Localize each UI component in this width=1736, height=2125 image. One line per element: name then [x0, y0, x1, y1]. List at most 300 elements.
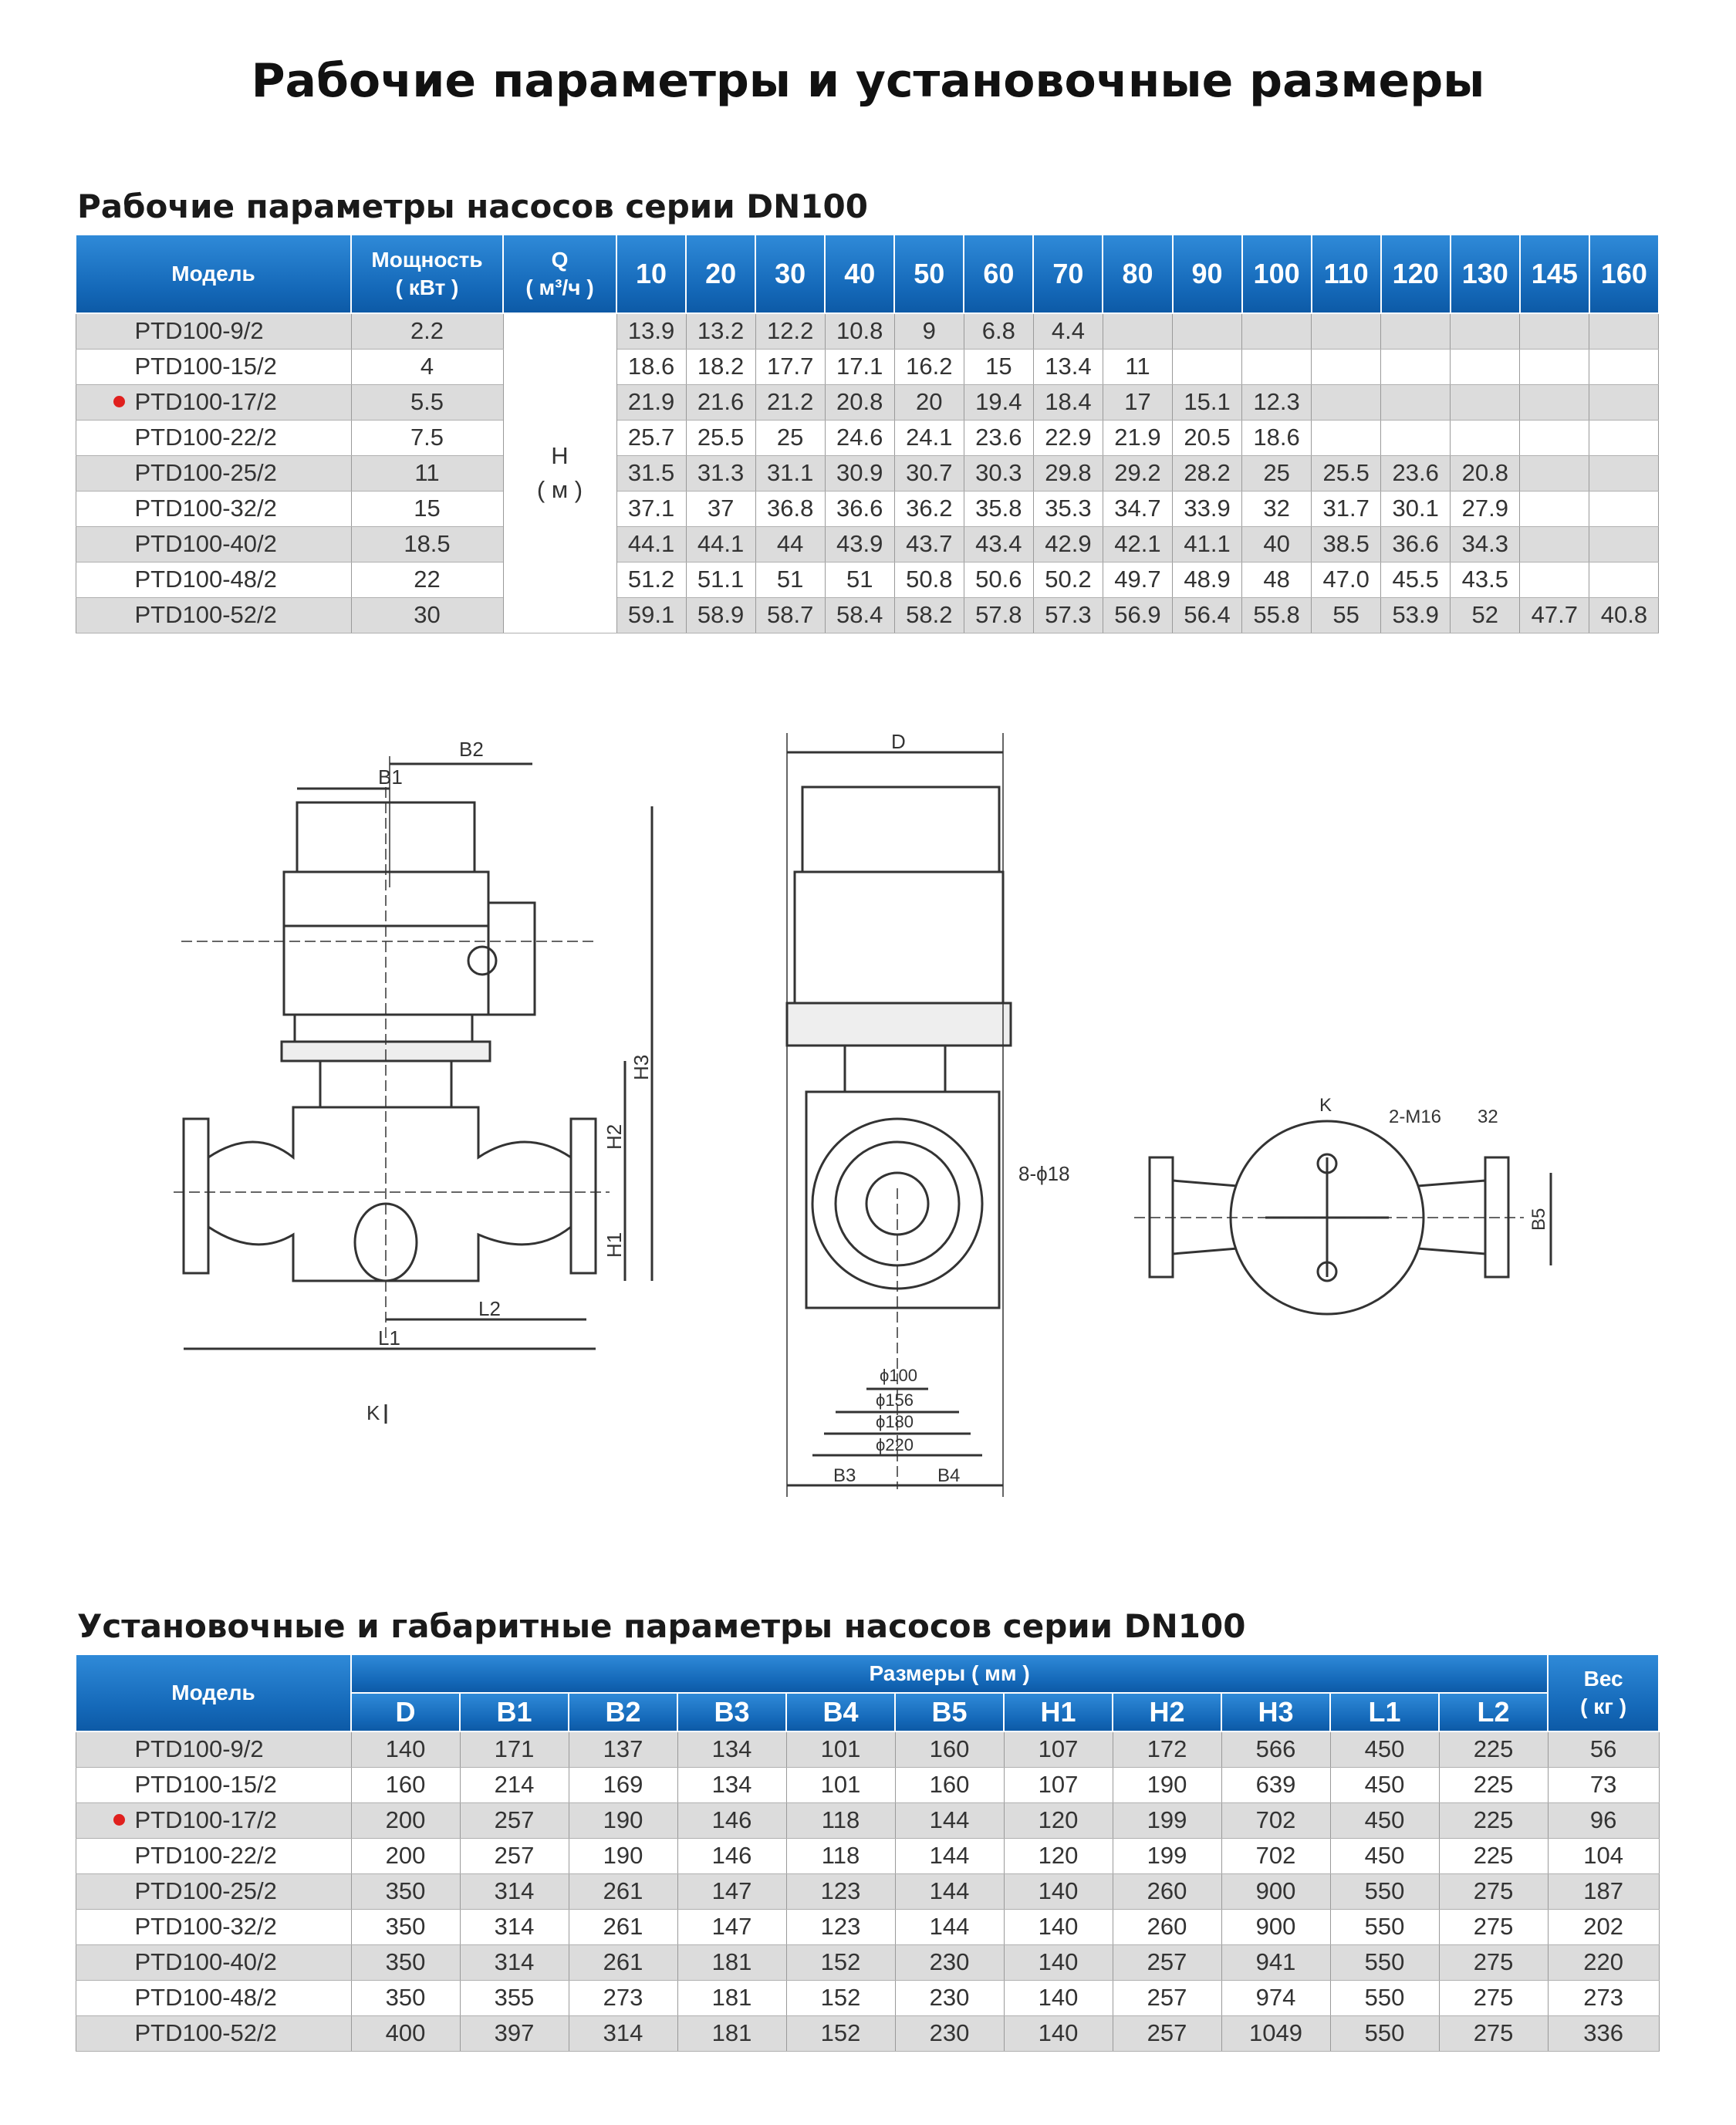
q-header-12: 130 — [1451, 235, 1520, 313]
dimension-cell: 190 — [569, 1802, 677, 1838]
dimension-cell: 261 — [569, 1944, 677, 1980]
dimension-cell: 199 — [1113, 1838, 1221, 1873]
dimension-cell: 120 — [1004, 1838, 1113, 1873]
head-value-cell: 41.1 — [1173, 526, 1242, 562]
model-name: PTD100-22/2 — [134, 424, 277, 451]
head-value-cell: 50.2 — [1033, 562, 1103, 597]
dimension-cell: 974 — [1221, 1980, 1330, 2015]
dimension-cell: 275 — [1439, 1909, 1548, 1944]
dimension-cell: 181 — [677, 2015, 786, 2051]
dimension-cell: 550 — [1330, 1980, 1439, 2015]
dimension-cell: 275 — [1439, 1944, 1548, 1980]
head-value-cell: 51 — [825, 562, 894, 597]
head-value-cell — [1103, 313, 1172, 349]
head-value-cell — [1520, 491, 1589, 526]
dimension-cell: 140 — [351, 1731, 460, 1767]
head-value-cell: 37.1 — [616, 491, 686, 526]
b5-label: B5 — [1528, 1208, 1549, 1231]
power-cell: 18.5 — [351, 526, 503, 562]
dimension-cell: 152 — [786, 1944, 895, 1980]
dimension-cell: 260 — [1113, 1909, 1221, 1944]
dimension-cell: 350 — [351, 1873, 460, 1909]
table-row — [76, 455, 1659, 491]
dimension-cell: 118 — [786, 1838, 895, 1873]
model-cell — [76, 562, 351, 597]
dimension-cell: 257 — [460, 1838, 569, 1873]
phi100-label: ϕ100 — [880, 1366, 918, 1385]
dimensions-table-title: Установочные и габаритные параметры насосов серии DN100 — [77, 1607, 1246, 1645]
head-value-cell: 57.8 — [964, 597, 1033, 633]
h3-label: H3 — [630, 1054, 653, 1080]
dimension-cell: 230 — [895, 1944, 1004, 1980]
dimension-cell: 257 — [1113, 2015, 1221, 2051]
head-value-cell: 17.1 — [825, 349, 894, 384]
model-cell — [76, 597, 351, 633]
head-value-cell: 42.9 — [1033, 526, 1103, 562]
dimension-cell: 450 — [1330, 1802, 1439, 1838]
dimension-cell: 355 — [460, 1980, 569, 2015]
table-row — [76, 1767, 1659, 1802]
head-value-cell: 23.6 — [1381, 455, 1451, 491]
dimension-cell: 146 — [677, 1802, 786, 1838]
head-value-cell: 23.6 — [964, 420, 1033, 455]
head-value-cell: 20.8 — [1451, 455, 1520, 491]
head-value-cell: 27.9 — [1451, 491, 1520, 526]
head-value-cell: 4.4 — [1033, 313, 1103, 349]
head-value-cell: 9 — [894, 313, 964, 349]
dimension-cell: 225 — [1439, 1731, 1548, 1767]
pump-drawings — [0, 725, 1736, 1543]
head-value-cell — [1312, 313, 1381, 349]
dimension-cell: 702 — [1221, 1838, 1330, 1873]
head-value-cell — [1312, 349, 1381, 384]
head-value-cell — [1589, 455, 1659, 491]
dimension-cell: 140 — [1004, 1980, 1113, 2015]
q-header-10: 110 — [1312, 235, 1381, 313]
head-value-cell: 52 — [1451, 597, 1520, 633]
q-header-6: 70 — [1033, 235, 1103, 313]
head-value-cell — [1451, 349, 1520, 384]
head-value-cell: 15.1 — [1173, 384, 1242, 420]
table-row — [76, 597, 1659, 633]
dimension-cell: 314 — [460, 1873, 569, 1909]
head-value-cell: 44.1 — [686, 526, 755, 562]
head-value-cell: 48.9 — [1173, 562, 1242, 597]
power-cell: 22 — [351, 562, 503, 597]
q-header-13: 145 — [1520, 235, 1589, 313]
head-value-cell: 21.6 — [686, 384, 755, 420]
flow-header-unit: ( м³/ч ) — [525, 275, 594, 299]
power-cell: 15 — [351, 491, 503, 526]
b1-label: B1 — [378, 765, 403, 789]
dimension-cell: 450 — [1330, 1731, 1439, 1767]
dimension-cell: 120 — [1004, 1802, 1113, 1838]
head-value-cell: 25 — [755, 420, 825, 455]
head-value-cell: 55.8 — [1242, 597, 1312, 633]
model-name: PTD100-22/2 — [134, 1842, 277, 1869]
head-value-cell — [1589, 384, 1659, 420]
dimension-cell: 171 — [460, 1731, 569, 1767]
dimension-cell: 152 — [786, 1980, 895, 2015]
model-name: PTD100-17/2 — [134, 388, 277, 415]
head-label-cell — [503, 313, 616, 633]
dimension-cell: 275 — [1439, 1980, 1548, 2015]
head-value-cell: 25.5 — [1312, 455, 1381, 491]
head-value-cell: 21.2 — [755, 384, 825, 420]
head-value-cell — [1451, 384, 1520, 420]
head-value-cell: 44 — [755, 526, 825, 562]
dimension-cell: 639 — [1221, 1767, 1330, 1802]
head-value-cell — [1242, 349, 1312, 384]
head-value-cell: 30.7 — [894, 455, 964, 491]
dimension-cell: 1049 — [1221, 2015, 1330, 2051]
head-value-cell: 56.9 — [1103, 597, 1172, 633]
head-value-cell: 32 — [1242, 491, 1312, 526]
head-value-cell: 36.8 — [755, 491, 825, 526]
weight-header-label: Вес — [1583, 1667, 1623, 1691]
head-value-cell: 58.4 — [825, 597, 894, 633]
table-row — [76, 1944, 1659, 1980]
dim-col-header-4: B4 — [786, 1693, 895, 1731]
head-value-cell — [1520, 313, 1589, 349]
sizes-header: Размеры ( мм ) — [351, 1654, 1548, 1693]
flow-header-label: Q — [551, 248, 569, 272]
weight-cell: 336 — [1548, 2015, 1659, 2051]
dimension-cell: 200 — [351, 1802, 460, 1838]
m16-label: 2-M16 — [1389, 1106, 1442, 1127]
q-header-8: 90 — [1173, 235, 1242, 313]
model-cell — [76, 1980, 351, 2015]
head-value-cell: 58.9 — [686, 597, 755, 633]
head-value-cell: 29.8 — [1033, 455, 1103, 491]
model-name: PTD100-40/2 — [134, 1948, 277, 1975]
phi180-label: ϕ180 — [876, 1412, 914, 1431]
dimension-cell: 160 — [351, 1767, 460, 1802]
weight-cell: 202 — [1548, 1909, 1659, 1944]
dimension-cell: 144 — [895, 1838, 1004, 1873]
table-row — [76, 1838, 1659, 1873]
head-value-cell — [1589, 491, 1659, 526]
dimension-cell: 397 — [460, 2015, 569, 2051]
head-value-cell — [1381, 313, 1451, 349]
dimension-cell: 550 — [1330, 1944, 1439, 1980]
head-value-cell: 59.1 — [616, 597, 686, 633]
model-name: PTD100-48/2 — [134, 566, 277, 593]
power-cell: 5.5 — [351, 384, 503, 420]
weight-cell: 56 — [1548, 1731, 1659, 1767]
l1-label: L1 — [378, 1326, 400, 1350]
dimension-cell: 273 — [569, 1980, 677, 2015]
model-name: PTD100-9/2 — [134, 1735, 264, 1763]
head-value-cell: 43.5 — [1451, 562, 1520, 597]
model-cell — [76, 455, 351, 491]
weight-cell: 187 — [1548, 1873, 1659, 1909]
model-header: Модель — [76, 235, 351, 313]
dimension-cell: 350 — [351, 1944, 460, 1980]
dimension-cell: 261 — [569, 1909, 677, 1944]
model-cell — [76, 313, 351, 349]
head-value-cell — [1451, 313, 1520, 349]
model-name: PTD100-40/2 — [134, 530, 277, 557]
head-value-cell: 51.1 — [686, 562, 755, 597]
dimension-cell: 257 — [1113, 1944, 1221, 1980]
power-cell: 2.2 — [351, 313, 503, 349]
table-row — [76, 1909, 1659, 1944]
head-value-cell: 56.4 — [1173, 597, 1242, 633]
dimension-cell: 566 — [1221, 1731, 1330, 1767]
weight-cell: 273 — [1548, 1980, 1659, 2015]
table-row — [76, 562, 1659, 597]
l2-label: L2 — [478, 1297, 501, 1320]
head-value-cell — [1589, 562, 1659, 597]
head-value-cell — [1520, 526, 1589, 562]
dim-model-header: Модель — [76, 1654, 351, 1731]
dimension-cell: 169 — [569, 1767, 677, 1802]
model-cell — [76, 2015, 351, 2051]
highlight-dot-icon — [113, 1814, 125, 1826]
dimension-cell: 101 — [786, 1731, 895, 1767]
dim-col-header-9: L1 — [1330, 1693, 1439, 1731]
model-name: PTD100-9/2 — [134, 317, 264, 345]
q-header-1: 20 — [686, 235, 755, 313]
head-value-cell: 44.1 — [616, 526, 686, 562]
weight-header-unit: ( кг ) — [1580, 1694, 1627, 1718]
side-view-drawing — [174, 756, 652, 1424]
head-value-cell: 22.9 — [1033, 420, 1103, 455]
dimension-cell: 275 — [1439, 2015, 1548, 2051]
power-cell: 4 — [351, 349, 503, 384]
q-header-3: 40 — [825, 235, 894, 313]
head-value-cell — [1520, 420, 1589, 455]
head-value-cell — [1520, 349, 1589, 384]
dimension-cell: 450 — [1330, 1838, 1439, 1873]
head-value-cell: 13.9 — [616, 313, 686, 349]
k-left-label: K — [366, 1401, 380, 1424]
head-value-cell — [1381, 420, 1451, 455]
q-header-11: 120 — [1381, 235, 1451, 313]
head-value-cell: 45.5 — [1381, 562, 1451, 597]
q-header-5: 60 — [964, 235, 1033, 313]
power-header-label: Мощность — [371, 248, 483, 272]
head-value-cell: 13.2 — [686, 313, 755, 349]
head-value-cell: 30.3 — [964, 455, 1033, 491]
dimensions-header-row-1 — [76, 1654, 1659, 1693]
head-value-cell: 47.0 — [1312, 562, 1381, 597]
head-value-cell: 35.3 — [1033, 491, 1103, 526]
head-value-cell: 17.7 — [755, 349, 825, 384]
head-value-cell: 28.2 — [1173, 455, 1242, 491]
q-header-9: 100 — [1242, 235, 1312, 313]
dimension-cell: 181 — [677, 1980, 786, 2015]
head-value-cell: 25 — [1242, 455, 1312, 491]
top-view-drawing — [1134, 1121, 1551, 1314]
k-top-label: K — [1319, 1095, 1332, 1116]
head-value-cell: 16.2 — [894, 349, 964, 384]
dimension-cell: 900 — [1221, 1873, 1330, 1909]
head-value-cell: 40.8 — [1589, 597, 1659, 633]
head-value-cell: 21.9 — [616, 384, 686, 420]
dimension-cell: 152 — [786, 2015, 895, 2051]
head-value-cell: 53.9 — [1381, 597, 1451, 633]
head-value-cell: 42.1 — [1103, 526, 1172, 562]
dimension-cell: 140 — [1004, 1944, 1113, 1980]
dimension-cell: 314 — [460, 1909, 569, 1944]
dimension-cell: 160 — [895, 1731, 1004, 1767]
power-header-unit: ( кВт ) — [395, 275, 459, 299]
dimension-cell: 190 — [1113, 1767, 1221, 1802]
dimension-cell: 261 — [569, 1873, 677, 1909]
table-row — [76, 2015, 1659, 2051]
head-value-cell: 40 — [1242, 526, 1312, 562]
head-value-cell: 18.6 — [1242, 420, 1312, 455]
model-name: PTD100-32/2 — [134, 1913, 277, 1940]
dimension-cell: 190 — [569, 1838, 677, 1873]
head-value-cell: 33.9 — [1173, 491, 1242, 526]
model-cell — [76, 1909, 351, 1944]
dim-col-header-8: H3 — [1221, 1693, 1330, 1731]
dimension-cell: 941 — [1221, 1944, 1330, 1980]
dimension-cell: 225 — [1439, 1838, 1548, 1873]
model-name: PTD100-17/2 — [134, 1806, 277, 1833]
dim-col-header-5: B5 — [895, 1693, 1004, 1731]
dim-col-header-6: H1 — [1004, 1693, 1113, 1731]
model-name: PTD100-25/2 — [134, 459, 277, 486]
head-value-cell: 12.3 — [1242, 384, 1312, 420]
head-value-cell: 34.7 — [1103, 491, 1172, 526]
model-name: PTD100-15/2 — [134, 353, 277, 380]
dimension-cell: 275 — [1439, 1873, 1548, 1909]
dim-col-header-0: D — [351, 1693, 460, 1731]
dimension-cell: 230 — [895, 2015, 1004, 2051]
dimension-cell: 134 — [677, 1767, 786, 1802]
dimension-cell: 702 — [1221, 1802, 1330, 1838]
head-value-cell: 55 — [1312, 597, 1381, 633]
table-row — [76, 313, 1659, 349]
dimension-cell: 450 — [1330, 1767, 1439, 1802]
model-cell — [76, 1838, 351, 1873]
head-value-cell: 51 — [755, 562, 825, 597]
model-name: PTD100-48/2 — [134, 1984, 277, 2011]
model-cell — [76, 1873, 351, 1909]
q-header-14: 160 — [1589, 235, 1659, 313]
model-name: PTD100-15/2 — [134, 1771, 277, 1798]
weight-cell: 96 — [1548, 1802, 1659, 1838]
head-value-cell: 17 — [1103, 384, 1172, 420]
head-value-cell: 31.1 — [755, 455, 825, 491]
head-value-cell — [1520, 384, 1589, 420]
table-row — [76, 349, 1659, 384]
dimension-cell: 550 — [1330, 1909, 1439, 1944]
flow-header — [503, 235, 616, 313]
head-value-cell: 43.9 — [825, 526, 894, 562]
dimension-cell: 257 — [460, 1802, 569, 1838]
dimension-cell: 140 — [1004, 1873, 1113, 1909]
b2-label: B2 — [459, 738, 484, 761]
model-cell — [76, 526, 351, 562]
dimension-cell: 123 — [786, 1873, 895, 1909]
dimension-cell: 160 — [895, 1767, 1004, 1802]
dimension-cell: 140 — [1004, 1909, 1113, 1944]
power-cell: 30 — [351, 597, 503, 633]
head-value-cell: 36.2 — [894, 491, 964, 526]
model-name: PTD100-52/2 — [134, 2019, 277, 2046]
head-value-cell: 18.6 — [616, 349, 686, 384]
head-value-cell — [1242, 313, 1312, 349]
model-cell — [76, 1731, 351, 1767]
head-value-cell: 50.8 — [894, 562, 964, 597]
model-cell — [76, 1802, 351, 1838]
head-value-cell: 36.6 — [1381, 526, 1451, 562]
phi156-label: ϕ156 — [876, 1390, 914, 1410]
head-value-cell: 12.2 — [755, 313, 825, 349]
head-value-cell — [1381, 349, 1451, 384]
dimension-cell: 550 — [1330, 2015, 1439, 2051]
head-value-cell: 50.6 — [964, 562, 1033, 597]
head-value-cell — [1589, 420, 1659, 455]
weight-cell: 104 — [1548, 1838, 1659, 1873]
phi220-label: ϕ220 — [876, 1435, 914, 1454]
dimension-cell: 230 — [895, 1980, 1004, 2015]
dimension-cell: 146 — [677, 1838, 786, 1873]
head-value-cell: 20 — [894, 384, 964, 420]
power-header — [351, 235, 503, 313]
dimension-cell: 172 — [1113, 1731, 1221, 1767]
dimension-cell: 214 — [460, 1767, 569, 1802]
table-row — [76, 491, 1659, 526]
dimension-cell: 350 — [351, 1909, 460, 1944]
head-value-cell: 30.1 — [1381, 491, 1451, 526]
head-value-cell — [1173, 313, 1242, 349]
dimension-cell: 147 — [677, 1909, 786, 1944]
head-value-cell — [1312, 420, 1381, 455]
weight-cell: 73 — [1548, 1767, 1659, 1802]
dimension-cell: 900 — [1221, 1909, 1330, 1944]
q-header-7: 80 — [1103, 235, 1172, 313]
dimensions-table — [75, 1654, 1660, 2052]
head-unit: ( м ) — [536, 476, 583, 504]
head-value-cell — [1173, 349, 1242, 384]
q-header-2: 30 — [755, 235, 825, 313]
h2-label: H2 — [603, 1123, 626, 1150]
head-value-cell: 15 — [964, 349, 1033, 384]
table-row — [76, 1802, 1659, 1838]
bolts-label: 8-ϕ18 — [1018, 1162, 1070, 1185]
head-value-cell: 21.9 — [1103, 420, 1172, 455]
head-value-cell: 43.4 — [964, 526, 1033, 562]
dimension-cell: 550 — [1330, 1873, 1439, 1909]
table-row — [76, 1980, 1659, 2015]
h1-label: H1 — [603, 1231, 626, 1258]
head-value-cell: 18.4 — [1033, 384, 1103, 420]
head-value-cell — [1589, 313, 1659, 349]
model-cell — [76, 491, 351, 526]
dimension-cell: 257 — [1113, 1980, 1221, 2015]
head-label: H — [551, 442, 569, 470]
dimension-cell: 137 — [569, 1731, 677, 1767]
dimension-cell: 350 — [351, 1980, 460, 2015]
dimension-cell: 314 — [460, 1944, 569, 1980]
head-value-cell — [1520, 455, 1589, 491]
dimension-cell: 225 — [1439, 1802, 1548, 1838]
head-value-cell: 57.3 — [1033, 597, 1103, 633]
dimension-cell: 101 — [786, 1767, 895, 1802]
head-value-cell: 30.9 — [825, 455, 894, 491]
head-value-cell: 24.1 — [894, 420, 964, 455]
head-value-cell: 31.3 — [686, 455, 755, 491]
head-value-cell — [1520, 562, 1589, 597]
model-name: PTD100-32/2 — [134, 495, 277, 522]
head-value-cell: 10.8 — [825, 313, 894, 349]
